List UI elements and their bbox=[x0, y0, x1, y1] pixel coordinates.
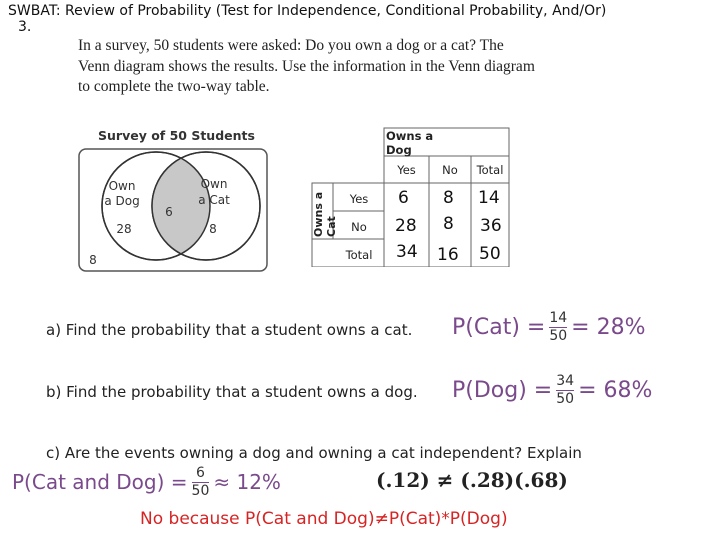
answer-c-num: 6 bbox=[195, 465, 205, 481]
question-c: c) Are the events owning a dog and owning a cat independent? Explain bbox=[46, 444, 582, 462]
answer-c bbox=[12, 466, 281, 498]
table-cell: 50 bbox=[479, 244, 501, 264]
independence-inequality: (.12) ≠ (.28)(.68) bbox=[376, 468, 568, 492]
venn-both: 6 bbox=[165, 205, 173, 219]
row-header-total: Total bbox=[345, 248, 373, 262]
table-side-label: Owns a Cat bbox=[312, 191, 338, 237]
answer-c-den: 50 bbox=[191, 482, 210, 499]
venn-outside: 8 bbox=[89, 253, 97, 267]
answer-b-fraction bbox=[556, 374, 574, 406]
answer-c-result: ≈ 12% bbox=[213, 470, 281, 495]
row-header-yes: Yes bbox=[349, 192, 369, 206]
table-cell: 34 bbox=[396, 242, 418, 262]
table-cell: 28 bbox=[395, 216, 417, 236]
problem-intro: In a survey, 50 students were asked: Do you own a dog or a cat? The Venn diagram shows the results. Use the information in the Venn diagram to complete the two-way table. bbox=[78, 37, 535, 95]
answer-a bbox=[452, 311, 645, 343]
venn-left-label-2: a Dog bbox=[104, 194, 140, 208]
answer-a-lhs: P(Cat) = bbox=[452, 314, 546, 340]
table-cell: 36 bbox=[480, 216, 502, 236]
answer-a-fraction bbox=[549, 311, 567, 343]
answer-c-lhs: P(Cat and Dog) = bbox=[12, 470, 188, 495]
row-header-no: No bbox=[351, 220, 367, 234]
table-cell: 6 bbox=[398, 188, 409, 208]
table-cell: 8 bbox=[443, 214, 454, 234]
question-b: b) Find the probability that a student owns a dog. bbox=[46, 383, 418, 401]
venn-right-label-2: a Cat bbox=[198, 193, 230, 207]
table-cell: 16 bbox=[437, 245, 459, 265]
answer-a-den: 50 bbox=[549, 327, 568, 344]
venn-left-only: 28 bbox=[116, 222, 132, 236]
table-cell: 8 bbox=[443, 188, 454, 208]
venn-right-only: 8 bbox=[209, 222, 217, 236]
answer-b-den: 50 bbox=[556, 390, 575, 407]
header-title: SWBAT: Review of Probability (Test for Independence, Conditional Probability, And/Or) bbox=[8, 3, 607, 19]
venn-right-label-1: Own bbox=[200, 177, 228, 191]
venn-title: Survey of 50 Students bbox=[98, 128, 255, 143]
answer-a-result: = 28% bbox=[571, 314, 646, 340]
answer-b bbox=[452, 374, 652, 406]
conclusion-text: No because P(Cat and Dog)≠P(Cat)*P(Dog) bbox=[140, 509, 508, 529]
problem-number: 3. bbox=[18, 19, 32, 35]
venn-left-label-1: Own bbox=[108, 179, 136, 193]
col-header-total: Total bbox=[476, 163, 504, 177]
col-header-no: No bbox=[442, 163, 458, 177]
venn-diagram bbox=[78, 148, 268, 272]
answer-b-num: 34 bbox=[556, 373, 575, 389]
table-cell: 14 bbox=[478, 188, 500, 208]
col-header-yes: Yes bbox=[397, 163, 416, 177]
answer-b-result: = 68% bbox=[578, 377, 653, 403]
answer-c-fraction bbox=[192, 466, 210, 498]
table-corner-label: Owns a Dog bbox=[386, 129, 434, 157]
answer-a-num: 14 bbox=[549, 310, 568, 326]
answer-b-lhs: P(Dog) = bbox=[452, 377, 553, 403]
question-a: a) Find the probability that a student owns a cat. bbox=[46, 321, 413, 339]
